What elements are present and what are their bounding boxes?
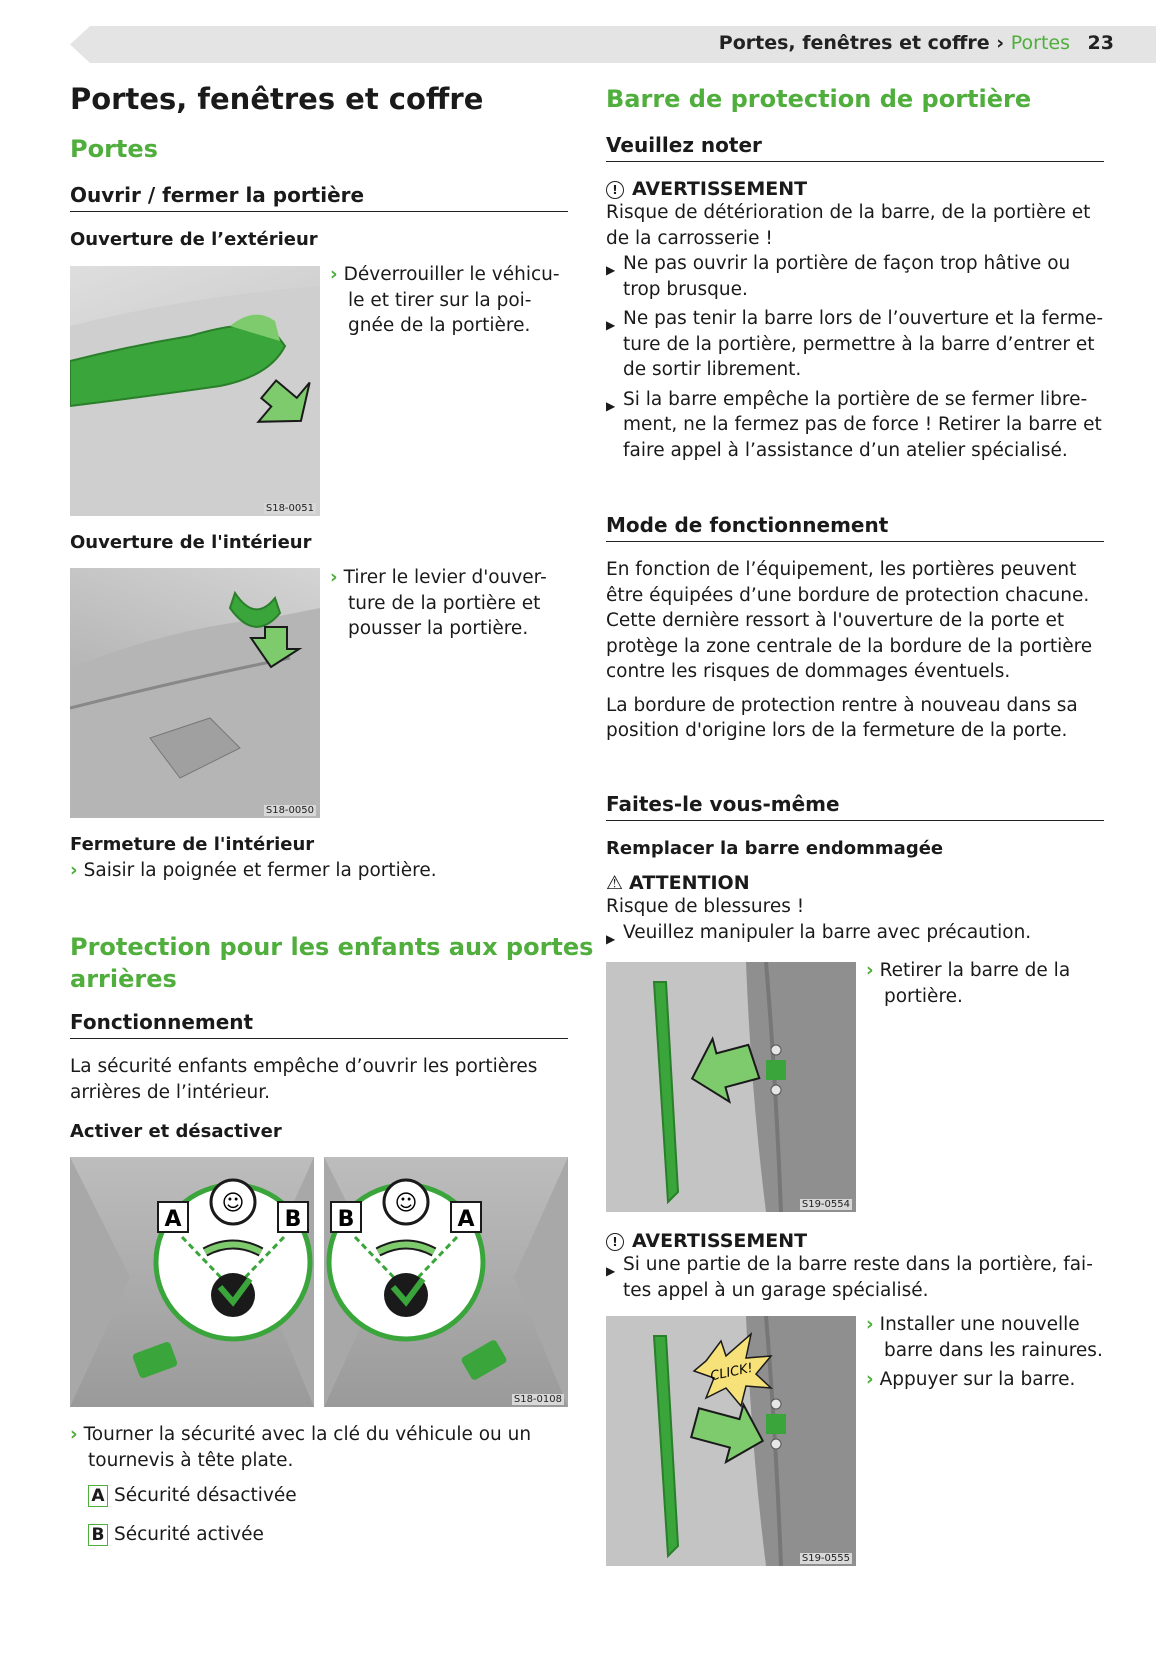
figure-code: S19-0554 (801, 1199, 850, 1210)
figure-code: S18-0051 (265, 503, 314, 514)
caution-icon: ⚠ (606, 872, 624, 894)
section-title: Portes (70, 135, 158, 163)
figure-interior-lever (70, 568, 320, 818)
figure-install-bar (606, 1316, 856, 1566)
legend-b: B Sécurité activée (88, 1522, 264, 1548)
warning-icon: ! (606, 181, 624, 199)
close-title: Fermeture de l'intérieur (70, 834, 315, 855)
remove-bar-illustration (606, 962, 856, 1212)
int-opening-title: Ouverture de l'intérieur (70, 532, 312, 553)
figure-exterior-handle (70, 266, 320, 516)
running-header: Portes, fenêtres et coffre › Portes (718, 32, 1070, 54)
child-lock-diagram-b-a (324, 1157, 568, 1407)
label-b: B (337, 1207, 355, 1232)
int-instruction: › Tirer le levier d'ouver- ture de la portière et pousser la portière. (330, 567, 547, 639)
subsection-open-close: Ouvrir / fermer la portière (70, 183, 568, 212)
warning-icon: ! (606, 1233, 624, 1251)
label-b: B (284, 1207, 302, 1232)
door-interior-illustration (70, 568, 320, 818)
turn-instruction: › Tourner la sécurité avec la clé du véhicule ou un tournevis à tête plate. (70, 1424, 532, 1471)
svg-text:☺: ☺ (394, 1191, 418, 1216)
ext-opening-title: Ouverture de l’extérieur (70, 229, 318, 250)
click-label: CLICK! (709, 1360, 755, 1385)
label-a: A (457, 1207, 475, 1232)
activate-title: Activer et désactiver (70, 1121, 282, 1142)
page-number: 23 (1087, 32, 1114, 54)
ext-instruction: › Déverrouiller le véhicu- le et tirer sur la poi- gnée de la portière. (330, 264, 560, 336)
figure-code: S19-0555 (801, 1553, 850, 1564)
door-handle-illustration (70, 266, 320, 516)
legend-a: A Sécurité désactivée (88, 1483, 297, 1509)
figure-remove-bar (606, 962, 856, 1212)
attention-box: ⚠ ATTENTION Risque de blessures ! ▶ Veuillez manipuler la barre avec précaution. (606, 872, 1032, 946)
remove-instruction: › Retirer la barre de la portière. (866, 960, 1071, 1007)
warning-1: ! AVERTISSEMENT Risque de détérioration de la barre, de la portière et de la carrosserie ! ▶ Ne pas ouvrir la portière de façon trop hâtive ou trop brusque. ▶ Ne pas tenir la barre lors de l’ouverture et la ferme- ture de la portière, permettre à la barre d’entrer et de sortir librement. ▶ Si la barre empêche la portière de se fermer libre- ment, ne la fermez pas de force ! Retirer la barre et faire appel à l’assistance d’un atelier spécialisé. (606, 178, 1104, 461)
figure-code: S18-0050 (265, 805, 314, 816)
child-safety-title: Protection pour les enfants aux portes arrières (70, 933, 594, 993)
svg-text:☺: ☺ (221, 1191, 245, 1216)
chapter-title: Portes, fenêtres et coffre (70, 82, 484, 116)
barrier-title: Barre de protection de portière (606, 85, 1032, 113)
install-instruction: › Installer une nouvelle barre dans les rainures. › Appuyer sur la barre. (866, 1314, 1103, 1390)
replace-title: Remplacer la barre endommagée (606, 838, 944, 859)
child-lock-diagram-a-b (70, 1157, 314, 1407)
mode-text: En fonction de l’équipement, les portières peuvent être équipées d’une bordure de protection chacune. Cette dernière ressort à l'ouverture de la porte et protège la zone centrale de la bordure de la portière contre les risques de dommages éventuels. La bordure de protection rentre à nouveau dans sa position d'origine lors de la fermeture de la porte. (606, 559, 1093, 741)
diy-title: Faites-le vous-même (606, 792, 1104, 821)
mode-title: Mode de fonctionnement (606, 513, 1104, 542)
warning-2: ! AVERTISSEMENT ▶ Si une partie de la barre reste dans la portière, fai- tes appel à un garage spécialisé. (606, 1230, 1093, 1301)
figure-code: S18-0108 (513, 1394, 562, 1405)
function-title: Fonctionnement (70, 1010, 568, 1039)
note-title: Veuillez noter (606, 133, 1104, 162)
function-text: La sécurité enfants empêche d’ouvrir les portières arrières de l’intérieur. (70, 1056, 538, 1103)
figure-child-lock-left (70, 1157, 314, 1407)
label-a: A (164, 1207, 182, 1232)
close-instruction: › Saisir la poignée et fermer la portière. (70, 860, 437, 881)
install-bar-illustration (606, 1316, 856, 1566)
figure-child-lock-right (324, 1157, 568, 1407)
